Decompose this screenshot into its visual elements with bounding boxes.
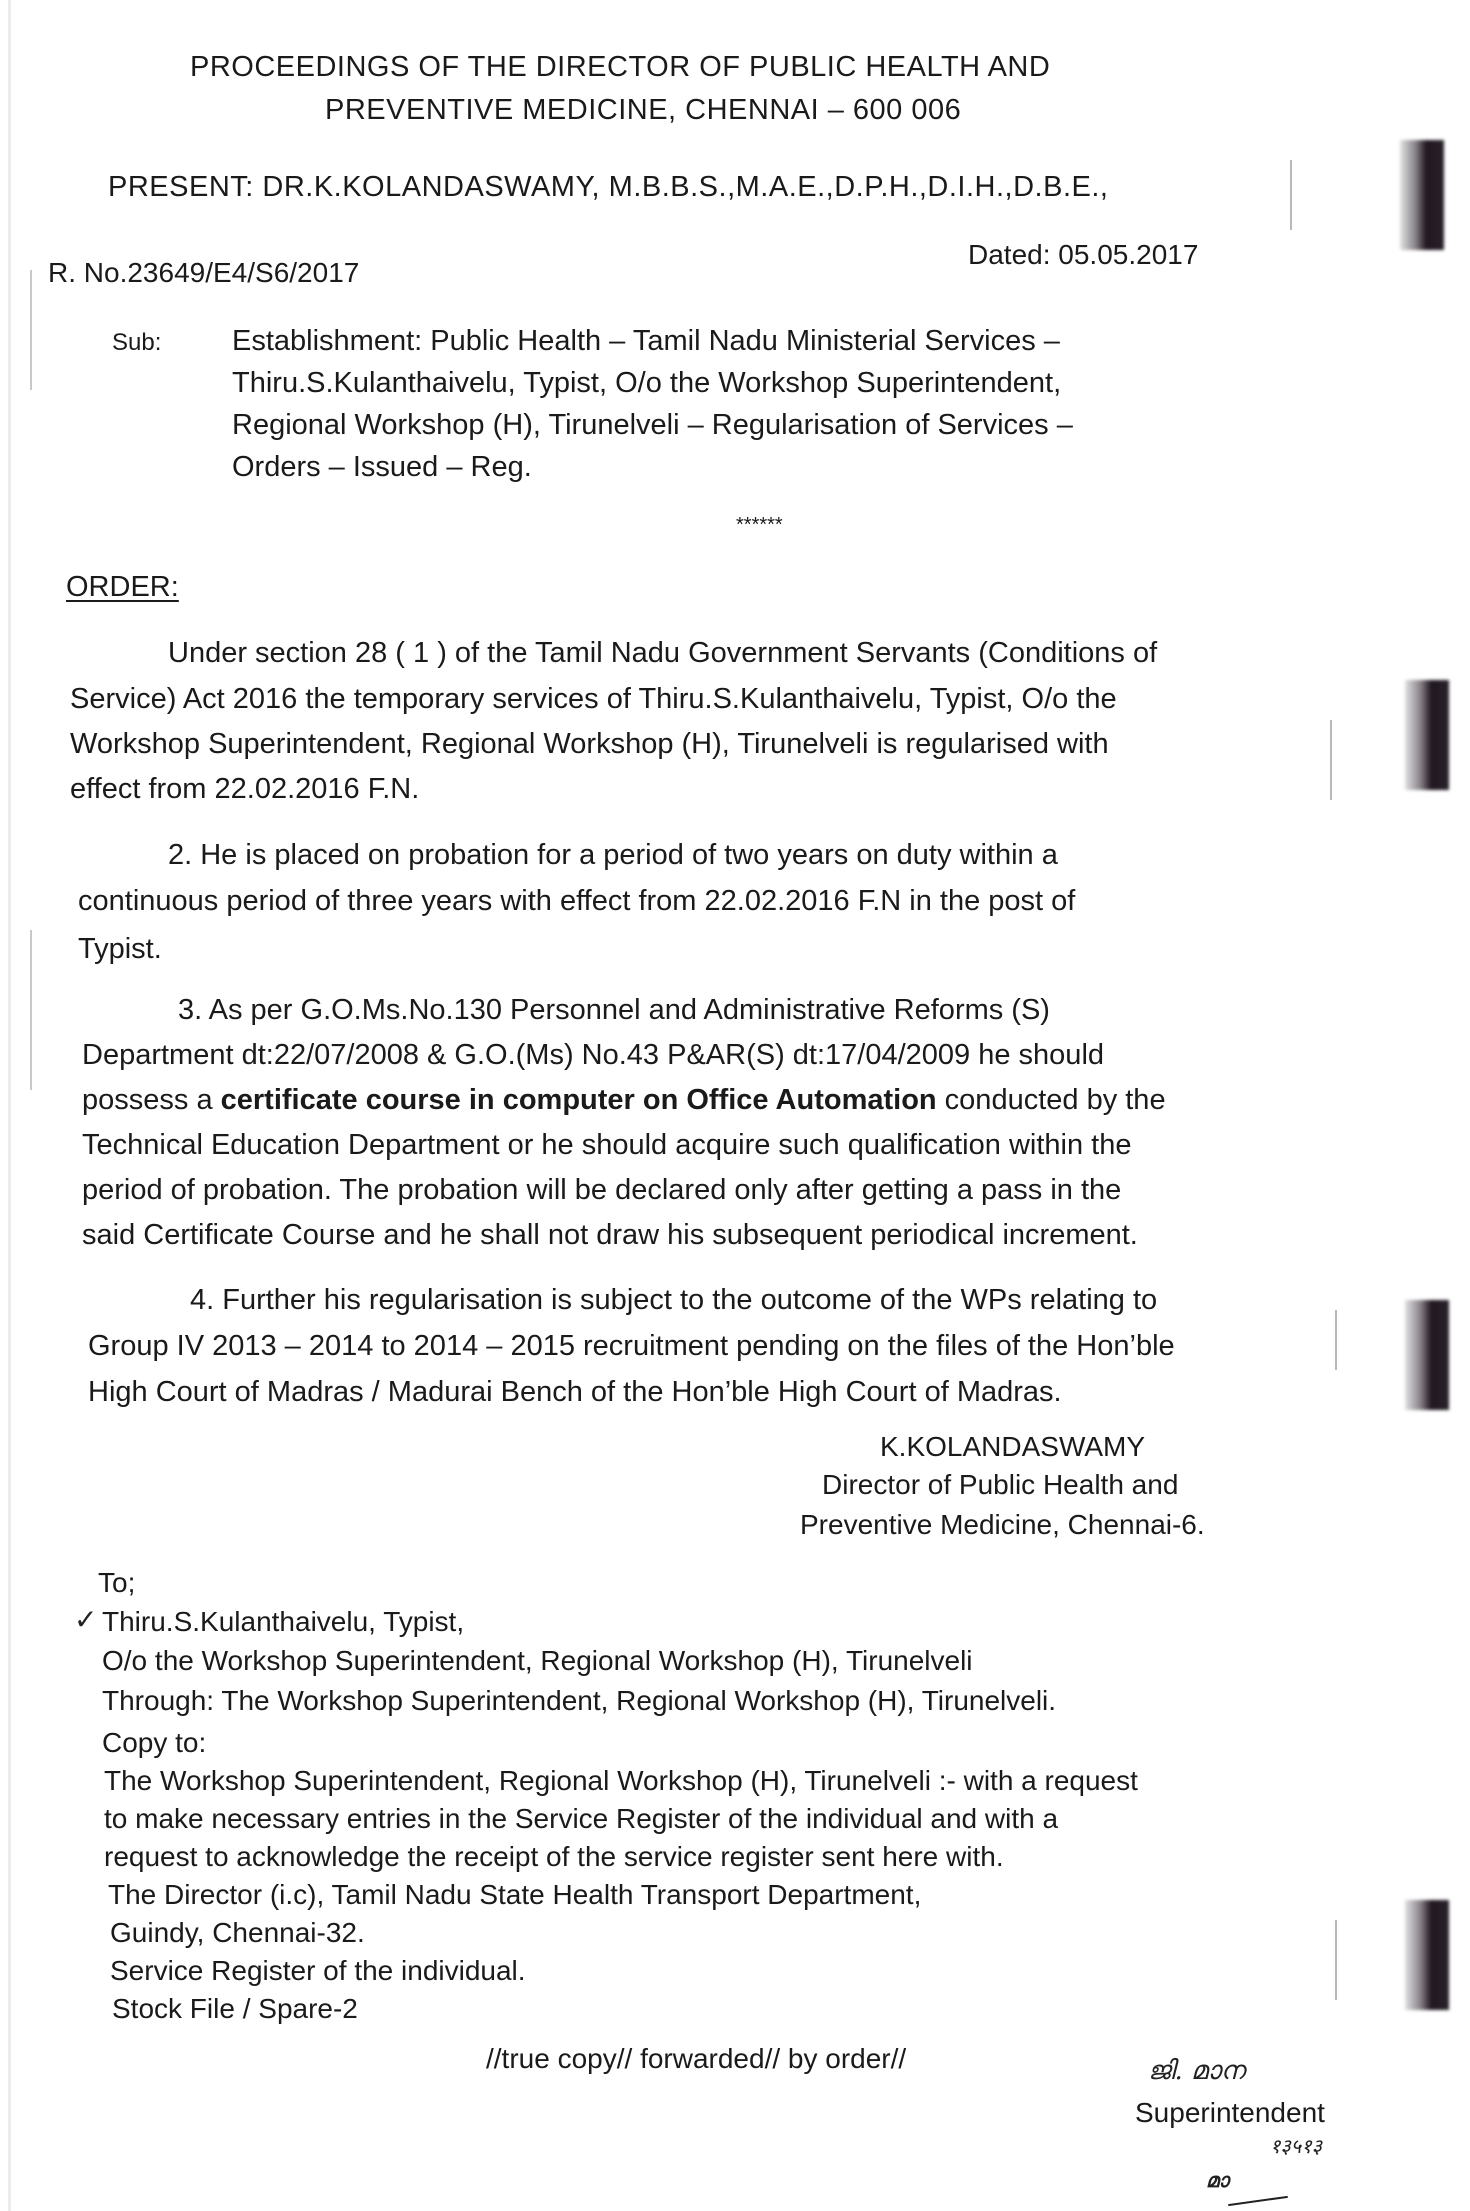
copy-to-line: Service Register of the individual. [110,1955,526,1986]
copy-to-line: The Workshop Superintendent, Regional Workshop (H), Tirunelveli :- with a request [104,1765,1138,1796]
order-heading: ORDER: [66,571,179,603]
subject-line: Thiru.S.Kulanthaivelu, Typist, O/o the Workshop Superintendent, [232,367,1062,399]
checkmark-icon: ✓ [74,1604,98,1635]
scan-artifact [1330,720,1332,800]
dated: Dated: 05.05.2017 [968,239,1199,270]
to-label: To; [98,1567,136,1598]
subject-line: Regional Workshop (H), Tirunelveli – Regularisation of Services – [232,409,1073,441]
handwritten-initials: മാ [1206,2168,1229,2192]
order-para3-text: possess a [82,1084,221,1116]
order-para2-line: Typist. [78,933,162,965]
scan-artifact [1405,680,1449,790]
separator: ****** [736,514,783,536]
document-title-line2: PREVENTIVE MEDICINE, CHENNAI – 600 006 [325,94,962,126]
addressee-line: Thiru.S.Kulanthaivelu, Typist, [102,1606,465,1637]
document-title-line1: PROCEEDINGS OF THE DIRECTOR OF PUBLIC HEALTH AND [190,51,1051,83]
addressee-line: Through: The Workshop Superintendent, Regional Workshop (H), Tirunelveli. [102,1685,1057,1716]
order-para1-line: Service) Act 2016 the temporary services of Thiru.S.Kulanthaivelu, Typist, O/o the [70,683,1117,715]
signatory-designation: Preventive Medicine, Chennai-6. [800,1509,1205,1540]
true-copy-forwarded: //true copy// forwarded// by order// [486,2043,907,2074]
reference-number: R. No.23649/E4/S6/2017 [48,257,360,288]
copy-to-line: Stock File / Spare-2 [112,1993,358,2024]
superintendent-label: Superintendent [1135,2097,1325,2128]
initials-underline [1228,2196,1288,2206]
present-officer: PRESENT: DR.K.KOLANDASWAMY, M.B.B.S.,M.A.E.,D.P.H.,D.I.H.,D.B.E., [108,171,1109,203]
scan-artifact [1335,1920,1337,2000]
handwritten-date: १३५१३ [1270,2134,1322,2158]
copy-to-line: The Director (i.c), Tamil Nadu State Health Transport Department, [108,1879,922,1910]
order-para1-line: effect from 22.02.2016 F.N. [70,773,420,805]
scan-artifact [30,930,32,1090]
subject-line: Orders – Issued – Reg. [232,451,532,483]
order-para1-line: Workshop Superintendent, Regional Workshop (H), Tirunelveli is regularised with [70,728,1109,760]
order-para2-line: continuous period of three years with effect from 22.02.2016 F.N in the post of [78,885,1076,917]
copy-to-label: Copy to: [102,1727,207,1758]
order-para4-line: 4. Further his regularisation is subject to the outcome of the WPs relating to [190,1284,1158,1316]
order-para1-line: Under section 28 ( 1 ) of the Tamil Nadu Government Servants (Conditions of [168,637,1158,669]
copy-to-line: to make necessary entries in the Service Register of the individual and with a [104,1803,1059,1834]
scan-artifact [1400,140,1444,250]
addressee-line: O/o the Workshop Superintendent, Regional Workshop (H), Tirunelveli [102,1645,973,1676]
scan-artifact [8,0,11,2211]
order-para2-line: 2. He is placed on probation for a period of two years on duty within a [168,839,1058,871]
order-para3-line: period of probation. The probation will be declared only after getting a pass in the [82,1174,1122,1206]
subject-label: Sub: [112,329,162,356]
scan-artifact [30,270,32,390]
handwritten-signature: ജി. മാന [1148,2056,1245,2086]
copy-to-line: Guindy, Chennai-32. [110,1917,365,1948]
certificate-course-emphasis: certificate course in computer on Office Automation [220,1084,937,1116]
order-para3-line: Technical Education Department or he should acquire such qualification within the [82,1129,1132,1161]
order-para4-line: High Court of Madras / Madurai Bench of the Hon’ble High Court of Madras. [88,1376,1062,1408]
order-para3-text: conducted by the [936,1084,1166,1116]
scan-artifact [1335,1310,1337,1370]
order-para3-line [82,1085,1166,1117]
order-para4-line: Group IV 2013 – 2014 to 2014 – 2015 recruitment pending on the files of the Hon’ble [88,1330,1175,1362]
order-para3-line: Department dt:22/07/2008 & G.O.(Ms) No.43 P&AR(S) dt:17/04/2009 he should [82,1039,1105,1071]
scan-artifact [1405,1900,1449,2010]
copy-to-line: request to acknowledge the receipt of the service register sent here with. [104,1841,1004,1872]
signatory-name: K.KOLANDASWAMY [880,1431,1146,1462]
scan-artifact [1290,160,1292,230]
order-para3-line: 3. As per G.O.Ms.No.130 Personnel and Administrative Reforms (S) [178,994,1050,1026]
signatory-designation: Director of Public Health and [822,1469,1179,1500]
subject-line: Establishment: Public Health – Tamil Nadu Ministerial Services – [232,325,1060,357]
scan-artifact [1405,1300,1449,1410]
order-para3-line: said Certificate Course and he shall not draw his subsequent periodical increment. [82,1219,1138,1251]
